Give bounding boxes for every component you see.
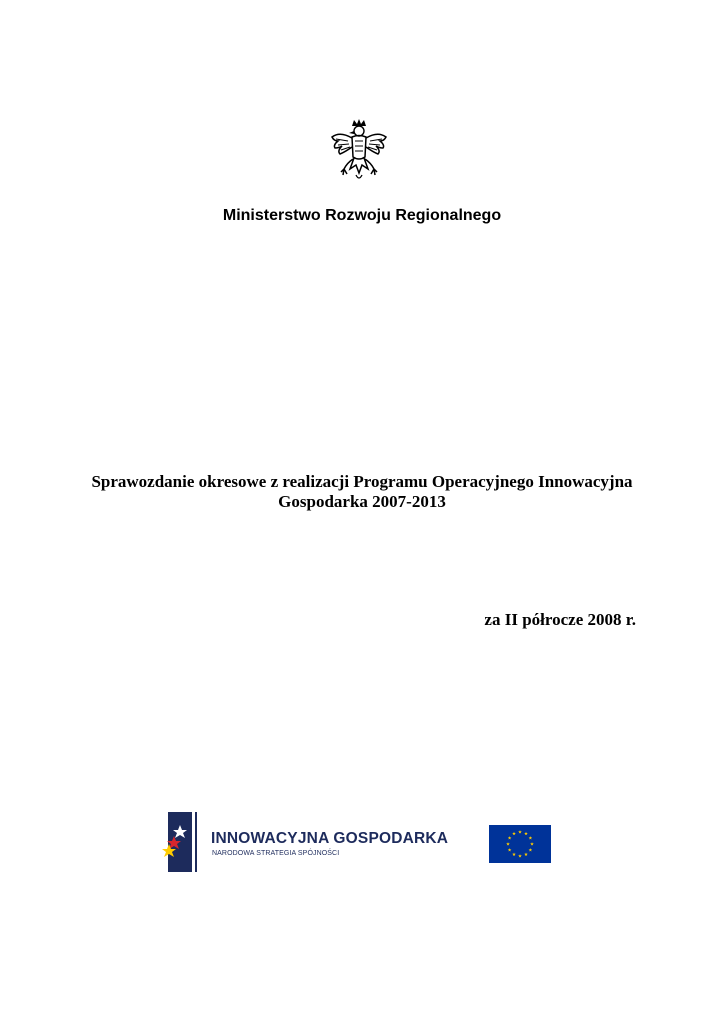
program-logo-subtitle: NARODOWA STRATEGIA SPÓJNOŚCI	[212, 850, 340, 857]
polish-eagle-icon	[330, 117, 388, 183]
eu-flag-icon	[489, 825, 551, 863]
report-period: za II półrocze 2008 r.	[484, 610, 636, 629]
document-title: Sprawozdanie okresowe z realizacji Programu Operacyjnego Innowacyjna Gospodarka 2007-2013	[91, 472, 633, 511]
ministry-name: Ministerstwo Rozwoju Regionalnego	[222, 207, 502, 224]
innowacyjna-gospodarka-logo-icon	[160, 812, 192, 872]
logo-divider	[195, 812, 197, 872]
program-logo-name: INNOWACYJNA GOSPODARKA	[211, 830, 449, 847]
